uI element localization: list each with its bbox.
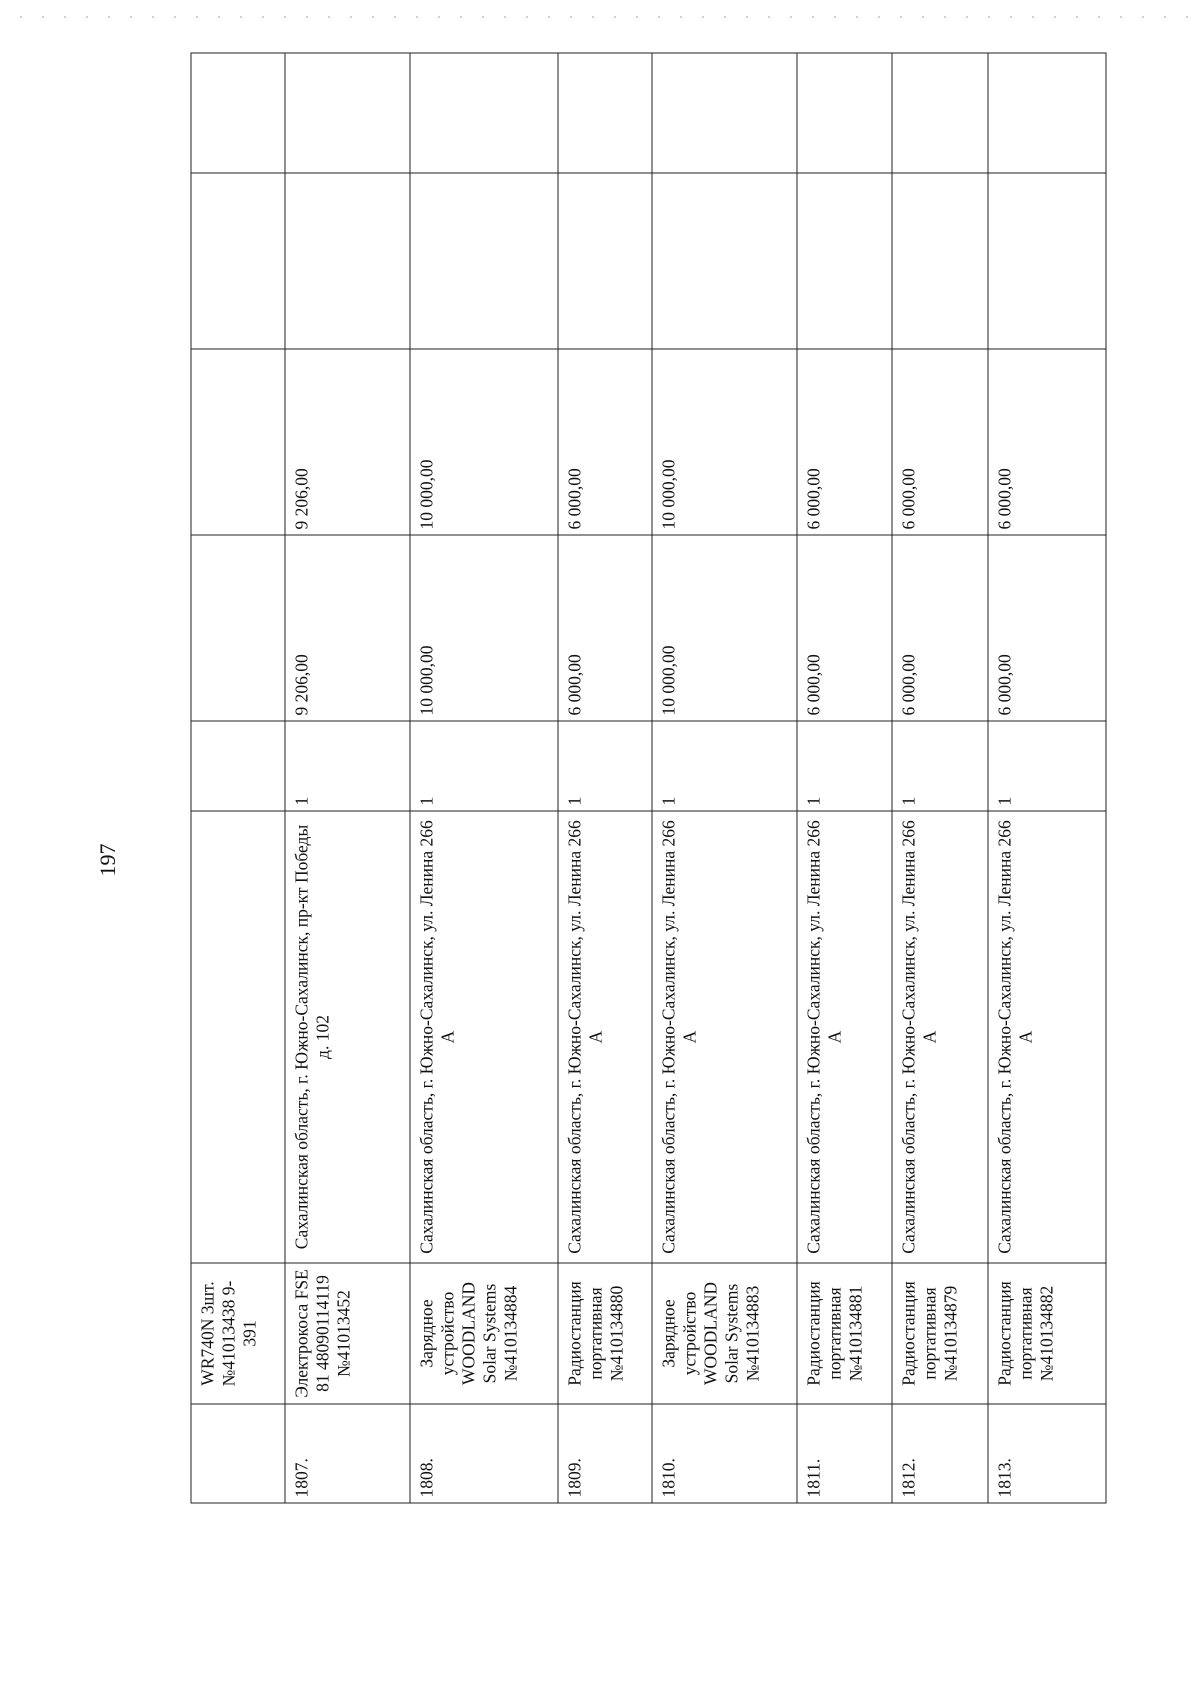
item-qty: 1 [410, 721, 558, 811]
row-number: 1813. [988, 1404, 1106, 1503]
row-number: 1808. [410, 1404, 558, 1503]
item-address: Сахалинская область, г. Южно-Сахалинск, ул. Ленина 266 А [892, 811, 988, 1263]
item-col8 [652, 53, 797, 173]
item-col8 [285, 53, 410, 173]
table-row [558, 53, 652, 1503]
item-col8 [558, 53, 652, 173]
header-address [191, 811, 285, 1263]
item-address: Сахалинская область, г. Южно-Сахалинск, ул. Ленина 266 А [988, 811, 1106, 1263]
inventory-table [190, 52, 1106, 1503]
item-amount: 6 000,00 [558, 349, 652, 535]
item-name: Радиостанция портативная №410134881 [797, 1263, 892, 1404]
item-col7 [797, 173, 892, 349]
item-name: Электрокоса FSE 81 48090114119 №41013452 [285, 1263, 410, 1404]
table-row [285, 53, 410, 1503]
item-name: Радиостанция портативная №410134879 [892, 1263, 988, 1404]
item-col8 [892, 53, 988, 173]
page-number: 197 [95, 843, 120, 877]
item-col7 [892, 173, 988, 349]
item-address: Сахалинская область, г. Южно-Сахалинск, ул. Ленина 266 А [797, 811, 892, 1263]
item-qty: 1 [558, 721, 652, 811]
item-price: 10 000,00 [652, 535, 797, 721]
item-address: Сахалинская область, г. Южно-Сахалинск, пр-кт Победы д. 102 [285, 811, 410, 1263]
scan-noise [10, 12, 1190, 26]
item-col7 [652, 173, 797, 349]
row-number: 1810. [652, 1404, 797, 1503]
item-amount: 6 000,00 [892, 349, 988, 535]
row-number: 1812. [892, 1404, 988, 1503]
item-amount: 9 206,00 [285, 349, 410, 535]
row-number: 1811. [797, 1404, 892, 1503]
item-price: 6 000,00 [797, 535, 892, 721]
item-col7 [558, 173, 652, 349]
item-name: Зарядное устройство WOODLAND Solar Systems №410134883 [652, 1263, 797, 1404]
item-amount: 10 000,00 [652, 349, 797, 535]
item-qty: 1 [652, 721, 797, 811]
table-row [797, 53, 892, 1503]
header-col8 [191, 53, 285, 173]
table-row [652, 53, 797, 1503]
item-address: Сахалинская область, г. Южно-Сахалинск, ул. Ленина 266 А [558, 811, 652, 1263]
item-amount: 6 000,00 [797, 349, 892, 535]
header-col7 [191, 173, 285, 349]
item-qty: 1 [892, 721, 988, 811]
table-row [410, 53, 558, 1503]
item-amount: 10 000,00 [410, 349, 558, 535]
item-col8 [797, 53, 892, 173]
rotated-table-container [190, 53, 1105, 1503]
row-number: 1809. [558, 1404, 652, 1503]
item-price: 6 000,00 [892, 535, 988, 721]
item-amount: 6 000,00 [988, 349, 1106, 535]
item-col7 [410, 173, 558, 349]
item-qty: 1 [797, 721, 892, 811]
item-price: 10 000,00 [410, 535, 558, 721]
item-name: Зарядное устройство WOODLAND Solar Systems №410134884 [410, 1263, 558, 1404]
item-name: Радиостанция портативная №410134880 [558, 1263, 652, 1404]
item-price: 9 206,00 [285, 535, 410, 721]
header-row [191, 53, 285, 1503]
item-name: Радиостанция портативная №410134882 [988, 1263, 1106, 1404]
header-qty [191, 721, 285, 811]
item-col7 [988, 173, 1106, 349]
table-row [988, 53, 1106, 1503]
row-number: 1807. [285, 1404, 410, 1503]
item-col8 [988, 53, 1106, 173]
item-qty: 1 [988, 721, 1106, 811]
header-num [191, 1404, 285, 1503]
item-address: Сахалинская область, г. Южно-Сахалинск, ул. Ленина 266 А [652, 811, 797, 1263]
header-price [191, 535, 285, 721]
item-price: 6 000,00 [988, 535, 1106, 721]
item-col7 [285, 173, 410, 349]
table-row [892, 53, 988, 1503]
item-address: Сахалинская область, г. Южно-Сахалинск, ул. Ленина 266 А [410, 811, 558, 1263]
header-amount [191, 349, 285, 535]
item-price: 6 000,00 [558, 535, 652, 721]
header-name: WR740N 3шт.№41013438 9-391 [191, 1263, 285, 1404]
item-col8 [410, 53, 558, 173]
item-qty: 1 [285, 721, 410, 811]
